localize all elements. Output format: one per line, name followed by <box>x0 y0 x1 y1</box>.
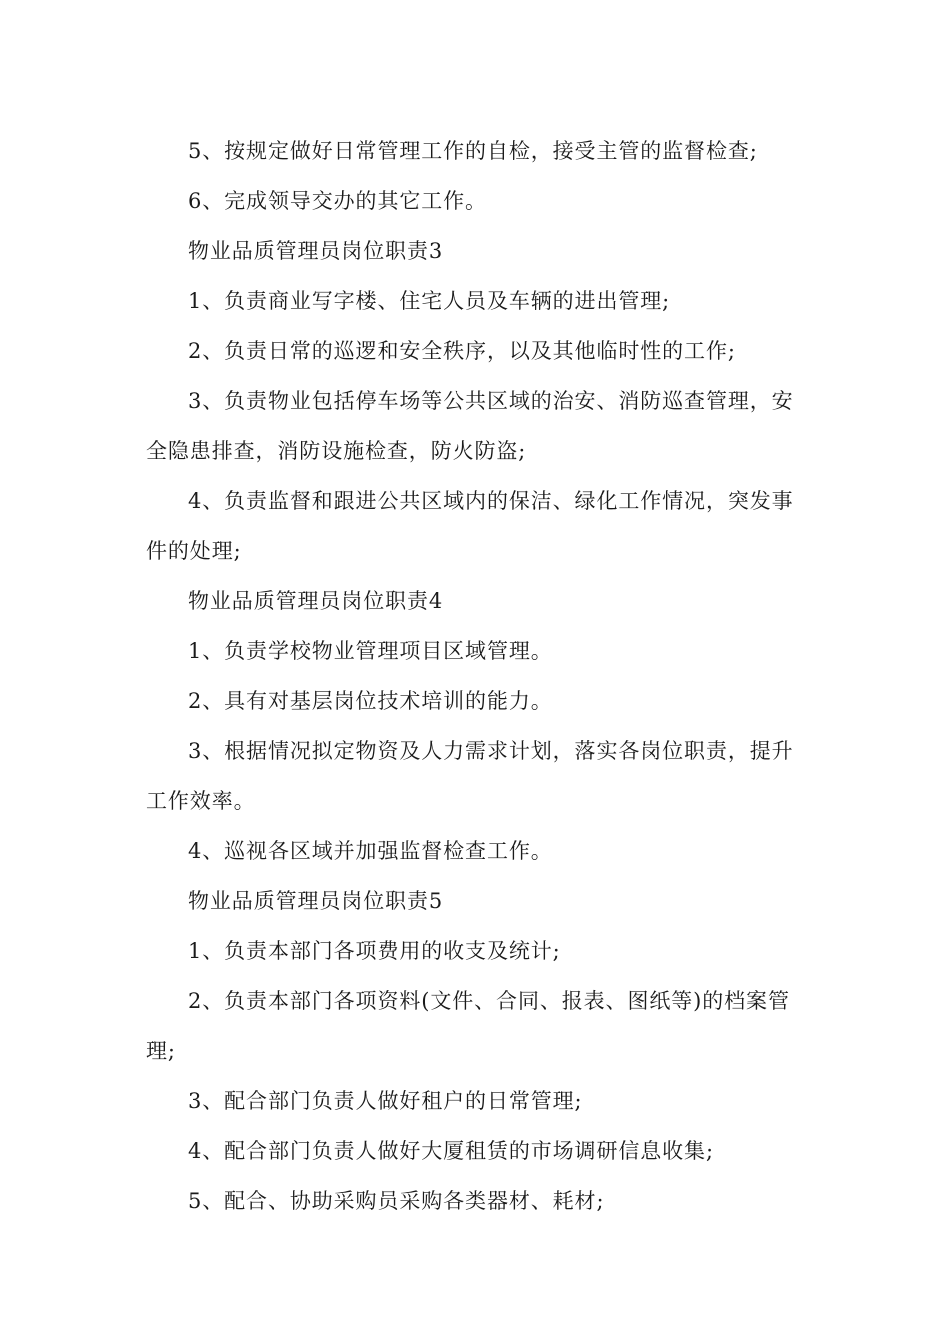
list-item: 1、负责商业写字楼、住宅人员及车辆的进出管理; <box>188 289 671 313</box>
section-heading: 物业品质管理员岗位职责5 <box>188 889 444 913</box>
section-heading: 物业品质管理员岗位职责4 <box>188 589 444 613</box>
list-item: 5、按规定做好日常管理工作的自检，接受主管的监督检查; <box>188 139 758 163</box>
list-item: 6、完成领导交办的其它工作。 <box>188 189 487 213</box>
section-heading: 物业品质管理员岗位职责3 <box>188 239 444 263</box>
list-item: 4、负责监督和跟进公共区域内的保洁、绿化工作情况，突发事件的处理; <box>146 489 794 563</box>
list-item: 3、根据情况拟定物资及人力需求计划，落实各岗位职责，提升工作效率。 <box>146 739 794 813</box>
list-item: 4、配合部门负责人做好大厦租赁的市场调研信息收集; <box>188 1139 714 1163</box>
list-item: 2、负责日常的巡逻和安全秩序，以及其他临时性的工作; <box>188 339 736 363</box>
document-body <box>146 126 810 1226</box>
list-item: 2、具有对基层岗位技术培训的能力。 <box>188 689 553 713</box>
list-item: 1、负责本部门各项费用的收支及统计; <box>188 939 561 963</box>
list-item: 4、巡视各区域并加强监督检查工作。 <box>188 839 553 863</box>
list-item: 1、负责学校物业管理项目区域管理。 <box>188 639 553 663</box>
list-item: 3、配合部门负责人做好租户的日常管理; <box>188 1089 583 1113</box>
list-item: 5、配合、协助采购员采购各类器材、耗材; <box>188 1189 605 1213</box>
list-item: 3、负责物业包括停车场等公共区域的治安、消防巡查管理，安全隐患排查，消防设施检查，防火防盗; <box>146 389 794 463</box>
list-item: 2、负责本部门各项资料(文件、合同、报表、图纸等)的档案管理; <box>146 989 790 1063</box>
